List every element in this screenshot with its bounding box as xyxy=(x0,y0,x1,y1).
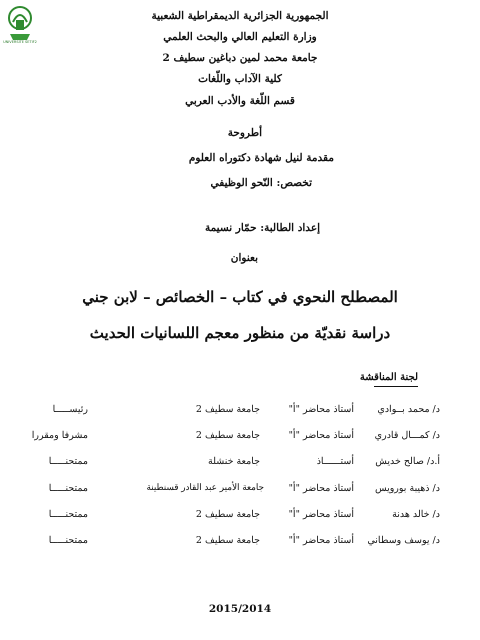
thesis-purpose: مقدمة لنيل شهادة دكتوراه العلوم xyxy=(188,152,334,164)
member-institution: جامعة سطيف 2 xyxy=(195,430,260,441)
member-name: د/ خالد هدنة xyxy=(392,509,440,520)
member-rank: أستــــــاذ xyxy=(316,456,354,467)
thesis-title-line2: دراسة نقديّة من منظور معجم اللسانيات الحديث xyxy=(89,324,391,342)
republic-name: الجمهورية الجزائرية الديمقراطية الشعبية xyxy=(151,10,329,22)
prepared-by: إعداد الطالبة: حمّار نسيمة xyxy=(204,222,320,234)
committee-heading-underline xyxy=(374,386,418,387)
faculty-name: كلية الآداب واللّغات xyxy=(198,73,282,85)
committee-row xyxy=(0,430,480,446)
member-institution: جامعة خنشلة xyxy=(207,456,260,467)
logo-caption: UNIVERSITE SETIF2 xyxy=(3,40,37,44)
member-role: رئيســـــا xyxy=(52,404,88,415)
member-rank: أستاذ محاضر "أ" xyxy=(288,535,354,546)
committee-row xyxy=(0,509,480,525)
member-institution: جامعة سطيف 2 xyxy=(195,535,260,546)
member-role: ممتحنـــــا xyxy=(48,456,88,467)
member-role: مشرفا ومقررا xyxy=(31,430,88,441)
member-role: ممتحنـــــا xyxy=(48,509,88,520)
committee-row xyxy=(0,535,480,551)
thesis-specialty: تخصص: النّحو الوظيفي xyxy=(210,177,312,189)
member-institution: جامعة سطيف 2 xyxy=(195,509,260,520)
member-rank: أستاذ محاضر "أ" xyxy=(288,404,354,415)
committee-row xyxy=(0,483,480,499)
thesis-type: أطروحة xyxy=(227,127,262,139)
member-institution: جامعة الأمير عبد القادر قسنطينة xyxy=(146,483,264,493)
titled-label: بعنوان xyxy=(230,252,258,264)
member-role: ممتحنـــــا xyxy=(48,483,88,494)
member-rank: أستاذ محاضر "أ" xyxy=(288,430,354,441)
member-name: د/ كمـــال قادري xyxy=(374,430,440,441)
member-role: ممتحنـــــا xyxy=(48,535,88,546)
university-name: جامعة محمد لمين دباغين سطيف 2 xyxy=(162,52,318,64)
committee-row xyxy=(0,404,480,420)
ministry-name: وزارة التعليم العالي والبحث العلمي xyxy=(163,31,317,43)
member-rank: أستاذ محاضر "أ" xyxy=(288,509,354,520)
member-name: أ.د/ صالح خديش xyxy=(375,456,440,467)
thesis-title-line1: المصطلح النحوي في كتاب – الخصائص – لابن جني xyxy=(82,288,398,306)
department-name: قسم اللّغة والأدب العربي xyxy=(185,95,295,107)
member-rank: أستاذ محاضر "أ" xyxy=(288,483,354,494)
committee-heading: لجنة المناقشة xyxy=(359,372,418,383)
academic-year: 2015/2014 xyxy=(208,603,272,615)
member-institution: جامعة سطيف 2 xyxy=(195,404,260,415)
committee-row xyxy=(0,456,480,472)
member-name: د/ يوسف وسطاني xyxy=(367,535,440,546)
member-name: د/ محمد بــوادي xyxy=(377,404,440,415)
member-name: د/ ذهيبة بورويس xyxy=(374,483,440,494)
